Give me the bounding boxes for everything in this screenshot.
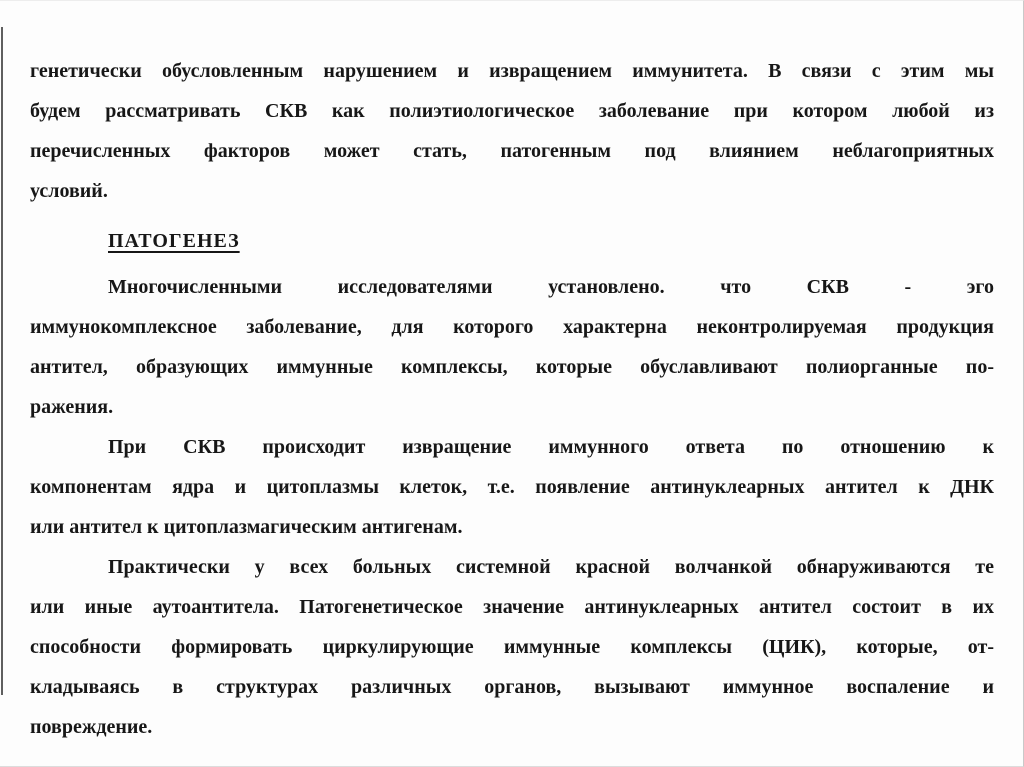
text-line: генетически обусловленным нарушением и извращением иммунитета. В связи с этим мы xyxy=(30,60,994,82)
text-line: способности формировать циркулирующие иммунные комплексы (ЦИК), которые, от- xyxy=(30,636,994,658)
text-line: ражения. xyxy=(30,396,114,418)
text-line: компонентам ядра и цитоплазмы клеток, т.е. появление антинуклеарных антител к ДНК xyxy=(30,476,994,498)
text-line: перечисленных факторов может стать, патогенным под влиянием неблагоприятных xyxy=(30,140,994,162)
page-left-edge xyxy=(1,27,3,695)
text-line: повреждение. xyxy=(30,716,153,738)
text-line: иммунокомплексное заболевание, для которого характерна неконтролируемая продукция xyxy=(30,316,994,338)
text-line: Многочисленными исследователями установлено. что СКВ - эго xyxy=(108,276,994,298)
text-line: будем рассматривать СКВ как полиэтиологическое заболевание при котором любой из xyxy=(30,100,994,122)
text-line: условий. xyxy=(30,180,108,202)
section-heading: ПАТОГЕНЕЗ xyxy=(108,230,240,252)
document-body xyxy=(30,51,994,747)
text-line: антител, образующих иммунные комплексы, которые обуславливают полиорганные по- xyxy=(30,356,994,378)
text-line: или антител к цитоплазмагическим антигенам. xyxy=(30,516,463,538)
text-line: При СКВ происходит извращение иммунного ответа по отношению к xyxy=(108,436,994,458)
text-line: кладываясь в структурах различных органов, вызывают иммунное воспаление и xyxy=(30,676,994,698)
text-line: или иные аутоантитела. Патогенетическое значение антинуклеарных антител состоит в их xyxy=(30,596,994,618)
text-line: Практически у всех больных системной красной волчанкой обнаруживаются те xyxy=(108,556,994,578)
